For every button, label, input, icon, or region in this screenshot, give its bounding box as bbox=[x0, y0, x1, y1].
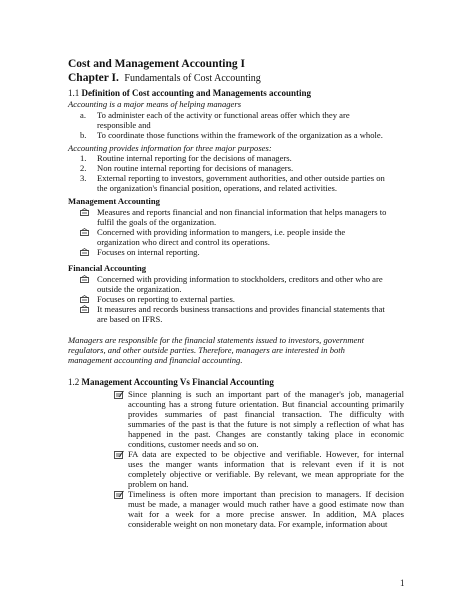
notepad-icon bbox=[114, 450, 124, 461]
section-2-heading bbox=[68, 377, 274, 387]
ballot-box-icon bbox=[80, 305, 89, 315]
s2-item-text: accounting has a strong future orientation. But financial accounting primarily bbox=[128, 399, 404, 409]
ma-item-text: Measures and reports financial and non financial information that helps managers to bbox=[97, 207, 387, 217]
notepad-icon bbox=[114, 390, 124, 401]
chapter-name: Fundamentals of Cost Accounting bbox=[124, 73, 261, 84]
s2-item-text: happened in the past. Changes are constantly taking place in economic bbox=[128, 429, 404, 439]
numbered-item-text: Routine internal reporting for the decisions of managers. bbox=[97, 153, 292, 163]
section-2-title: Management Accounting Vs Financial Accounting bbox=[81, 377, 274, 387]
ma-item-text: Concerned with providing information to mangers, i.e. people inside the bbox=[97, 227, 346, 237]
s2-item-text: provides summaries of past financial transaction. The difficulty with bbox=[128, 409, 404, 419]
lettered-item-marker: a. bbox=[80, 110, 86, 120]
s2-item-text: uses the manger wants information that is relevant even if it is not bbox=[128, 459, 404, 469]
numbered-item-text: External reporting to investors, government authorities, and other outside parties on bbox=[97, 173, 385, 183]
s2-item-text: summaries of the past is that the future is not simply a reflection of what has bbox=[128, 419, 404, 429]
lettered-item-text: To administer each of the activity or functional areas offer which they are bbox=[97, 110, 350, 120]
fa-item-text: outside the organization. bbox=[97, 284, 182, 294]
fa-item-text: Focuses on reporting to external parties. bbox=[97, 294, 235, 304]
italic-paragraph-line: management accounting and financial accounting. bbox=[68, 355, 243, 365]
numbered-item-text: the organization's financial position, operations, and related activities. bbox=[97, 183, 338, 193]
s2-item-text: must be made, a manager would much rather have a good estimate now than bbox=[128, 499, 404, 509]
ballot-box-icon bbox=[80, 275, 89, 285]
ma-item-text: fulfil the goals of the organization. bbox=[97, 217, 217, 227]
management-accounting-heading: Management Accounting bbox=[68, 196, 160, 206]
s2-item-text: considerable weight on non monetary data. For example, information about bbox=[128, 519, 388, 529]
chapter-heading bbox=[68, 72, 261, 85]
section-1-number: 1.1 bbox=[68, 88, 80, 98]
italic-paragraph-line: regulators, and other outside parties. Therefore, managers are interested in both bbox=[68, 345, 345, 355]
s2-item-text: FA data are expected to be objective and verifiable. However, for internal bbox=[128, 449, 404, 459]
ma-item-text: Focuses on internal reporting. bbox=[97, 247, 200, 257]
notepad-icon bbox=[114, 490, 124, 501]
section-1-intro: Accounting is a major means of helping managers bbox=[68, 99, 242, 109]
financial-accounting-heading: Financial Accounting bbox=[68, 263, 147, 273]
ballot-box-icon bbox=[80, 208, 89, 218]
s2-item-text: conditions, customer needs and so on. bbox=[128, 439, 259, 449]
lettered-item-marker: b. bbox=[80, 130, 87, 140]
numbered-item-marker: 1. bbox=[80, 153, 87, 163]
italic-paragraph-line: Managers are responsible for the financial statements issued to investors, government bbox=[68, 335, 365, 345]
fa-item-text: It measures and records business transactions and provides financial statements that bbox=[97, 304, 385, 314]
lettered-item-text: To coordinate those functions within the framework of the organization as a whole. bbox=[97, 130, 383, 140]
purposes-intro: Accounting provides information for three major purposes: bbox=[68, 143, 272, 153]
fa-item-text: Concerned with providing information to stockholders, creditors and other who are bbox=[97, 274, 383, 284]
numbered-item-marker: 2. bbox=[80, 163, 87, 173]
section-2-number: 1.2 bbox=[68, 377, 80, 387]
chapter-label: Chapter I. bbox=[68, 72, 119, 84]
numbered-item-marker: 3. bbox=[80, 173, 87, 183]
ballot-box-icon bbox=[80, 248, 89, 258]
section-1-heading bbox=[68, 88, 311, 98]
lettered-item-text: responsible and bbox=[97, 120, 151, 130]
ballot-box-icon bbox=[80, 228, 89, 238]
doc-title: Cost and Management Accounting I bbox=[68, 58, 245, 70]
numbered-item-text: Non routine internal reporting for decisions of managers. bbox=[97, 163, 294, 173]
ballot-box-icon bbox=[80, 295, 89, 305]
fa-item-text: are based on IFRS. bbox=[97, 314, 163, 324]
s2-item-text: Since planning is such an important part of the manager's job, managerial bbox=[128, 389, 404, 399]
s2-item-text: Timeliness is often more important than precision to managers. If decision bbox=[128, 489, 404, 499]
s2-item-text: problem on hand. bbox=[128, 479, 189, 489]
s2-item-text: wait for a week for a more precise answer. In addition, MA places bbox=[128, 509, 404, 519]
s2-item-text: completely objective or verifiable. By relevant, we mean appropriate for the bbox=[128, 469, 404, 479]
ma-item-text: organization who direct and control its operations. bbox=[97, 237, 270, 247]
page-number: 1 bbox=[400, 578, 405, 588]
section-1-title: Definition of Cost accounting and Managements accounting bbox=[81, 88, 312, 98]
